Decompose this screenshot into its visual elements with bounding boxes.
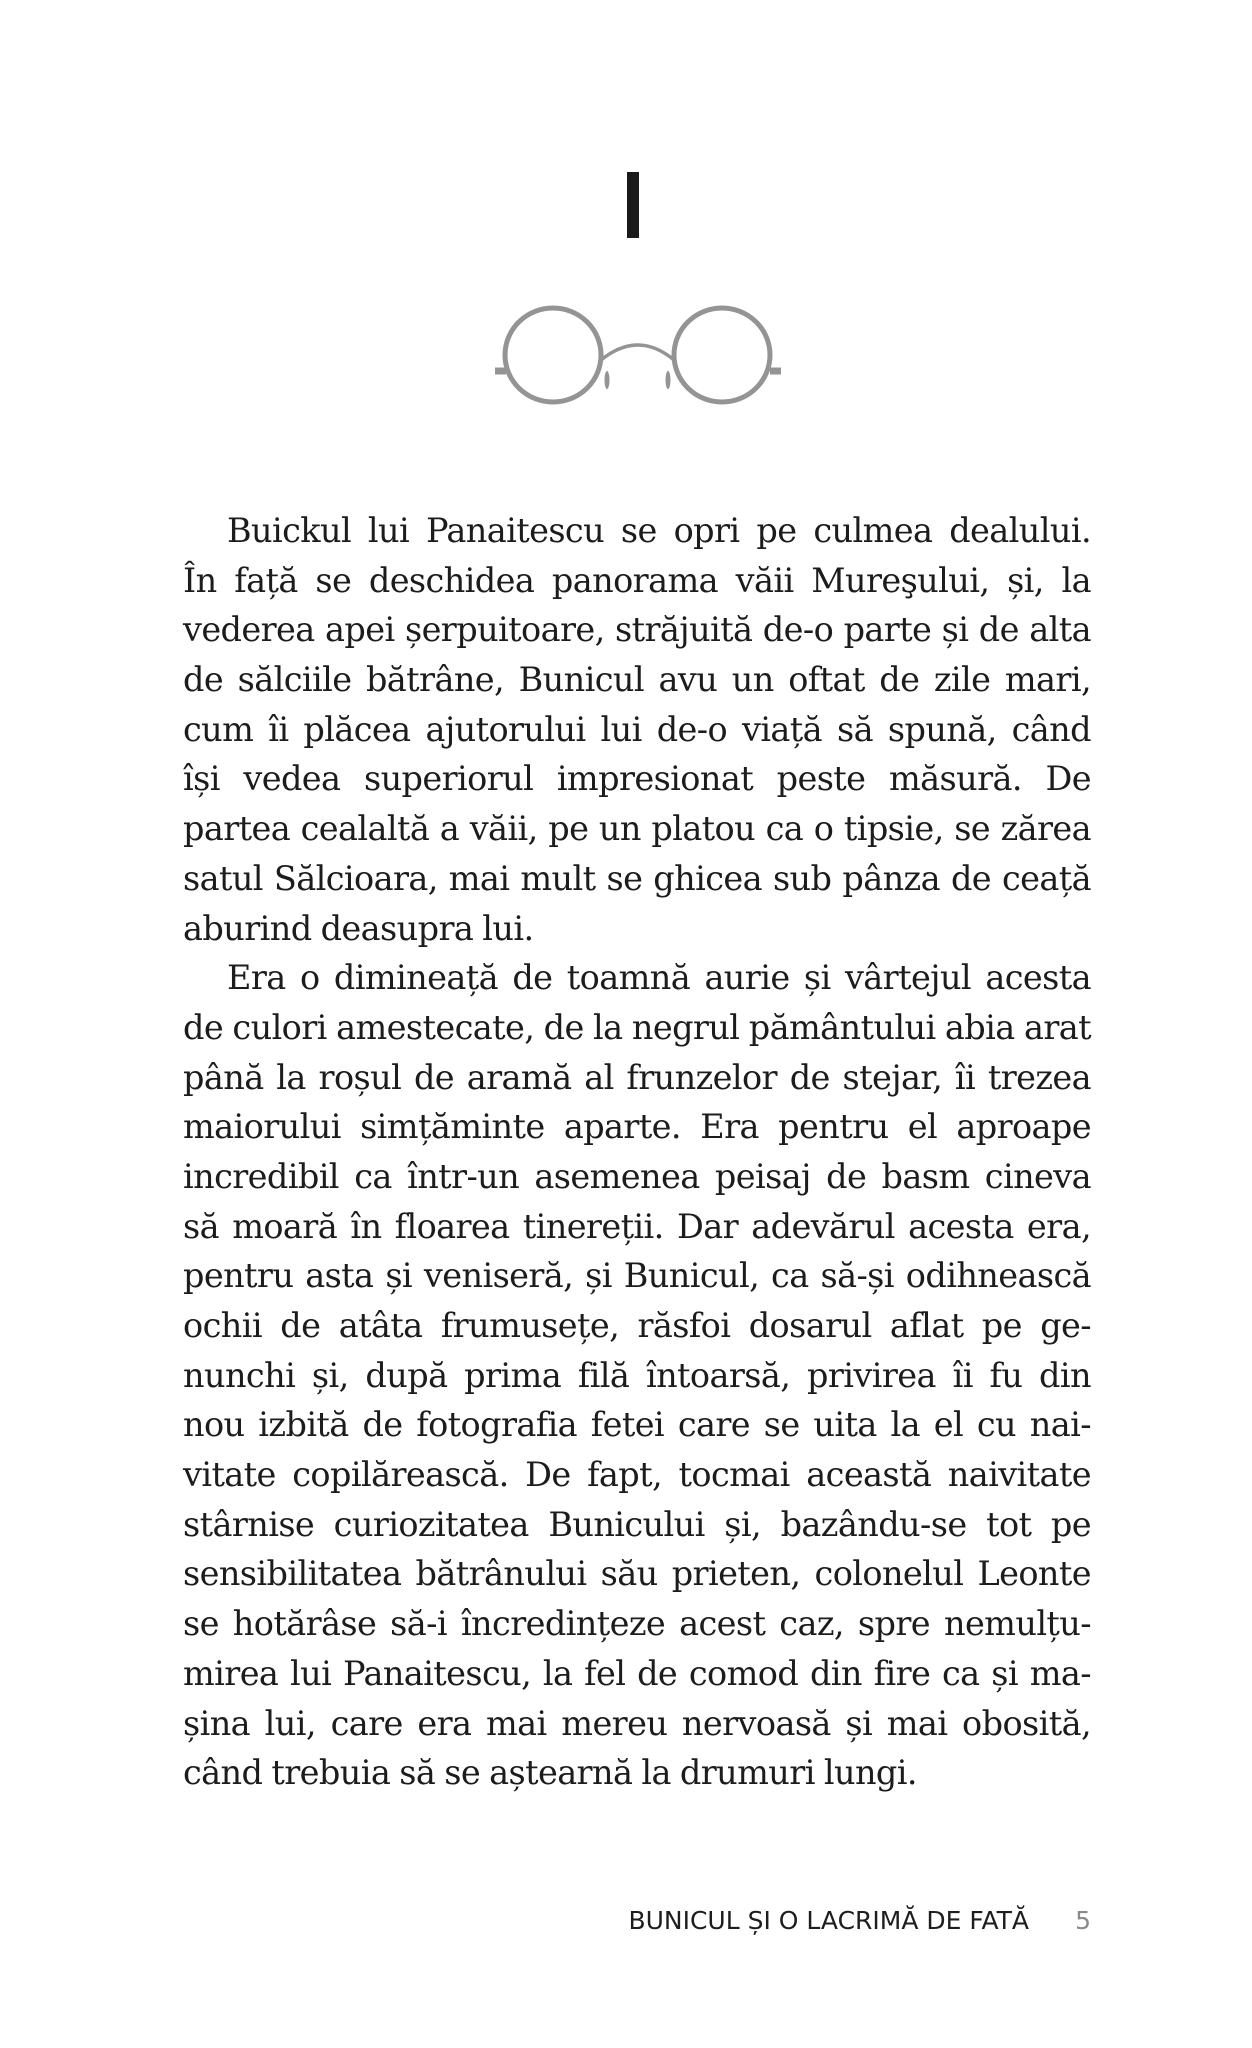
body-text bbox=[183, 506, 1091, 1798]
text-line: nunchi și, după prima filă întoarsă, privirea îi fu din bbox=[183, 1355, 1091, 1395]
paragraph bbox=[183, 953, 1091, 1798]
chapter-numeral bbox=[626, 168, 640, 240]
text-line: satul Sălcioara, mai mult se ghicea sub pânza de ceață bbox=[183, 858, 1091, 898]
running-footer bbox=[600, 1903, 1091, 1939]
text-line: În față se deschidea panorama văii Mureşului, și, la bbox=[183, 560, 1091, 600]
paragraph bbox=[183, 506, 1091, 953]
right-nose-pad bbox=[666, 371, 671, 389]
text-line: de sălciile bătrâne, Bunicul avu un oftat de zile mari, bbox=[183, 660, 1091, 700]
bridge bbox=[601, 345, 674, 360]
left-lens bbox=[505, 308, 601, 402]
text-line: să moară în floarea tinereții. Dar adevărul acesta era, bbox=[183, 1206, 1091, 1246]
text-line: de culori amestecate, de la negrul pământului abia arat bbox=[183, 1007, 1091, 1047]
text-line: partea cealaltă a văii, pe un platou ca o tipsie, se zărea bbox=[183, 809, 1091, 849]
text-line: se hotărâse să-i încredințeze acest caz, spre nemulțu- bbox=[183, 1604, 1091, 1644]
text-line: Era o dimineață de toamnă aurie și vârtejul acesta bbox=[227, 958, 1091, 998]
text-line: stârnise curiozitatea Bunicului și, bazându-se tot pe bbox=[183, 1504, 1091, 1544]
text-line: Buickul lui Panaitescu se opri pe culmea dealului. bbox=[227, 511, 1091, 550]
text-line: sensibilitatea bătrânului său prieten, colonelul Leonte bbox=[183, 1554, 1091, 1594]
text-line: până la roșul de aramă al frunzelor de stejar, îi trezea bbox=[183, 1057, 1091, 1097]
text-line: aburind deasupra lui. bbox=[183, 908, 534, 948]
right-lens bbox=[674, 308, 770, 402]
text-line: când trebuia să se aștearnă la drumuri lungi. bbox=[183, 1753, 917, 1793]
text-line: maiorului simțăminte aparte. Era pentru el aproape bbox=[183, 1107, 1091, 1147]
page-number: 5 bbox=[1075, 1906, 1091, 1935]
text-line: șina lui, care era mai mereu nervoasă și mai obosită, bbox=[183, 1703, 1091, 1743]
text-line: mirea lui Panaitescu, la fel de comod din fire ca și ma- bbox=[183, 1653, 1091, 1693]
text-line: incredibil ca într-un asemenea peisaj de basm cineva bbox=[183, 1156, 1091, 1196]
running-title: BUNICUL ȘI O LACRIMĂ DE FATĂ bbox=[628, 1906, 1029, 1935]
text-line: cum îi plăcea ajutorului lui de-o viață să spună, când bbox=[183, 709, 1091, 749]
text-line: ochii de atâta frumusețe, răsfoi dosarul aflat pe ge- bbox=[183, 1306, 1091, 1345]
text-line: vederea apei șerpuitoare, străjuită de-o parte și de alta bbox=[183, 610, 1091, 650]
round-glasses-icon bbox=[492, 300, 784, 410]
text-line: își vedea superiorul impresionat peste măsură. De bbox=[183, 759, 1091, 799]
text-line: vitate copilărească. De fapt, tocmai această naivitate bbox=[183, 1455, 1091, 1495]
left-nose-pad bbox=[605, 371, 610, 389]
text-line: nou izbită de fotografia fetei care se uita la el cu nai- bbox=[183, 1405, 1091, 1445]
chapter-numeral-text bbox=[627, 172, 639, 238]
text-line: pentru asta și veniseră, și Bunicul, ca să-și odihnească bbox=[183, 1256, 1091, 1296]
